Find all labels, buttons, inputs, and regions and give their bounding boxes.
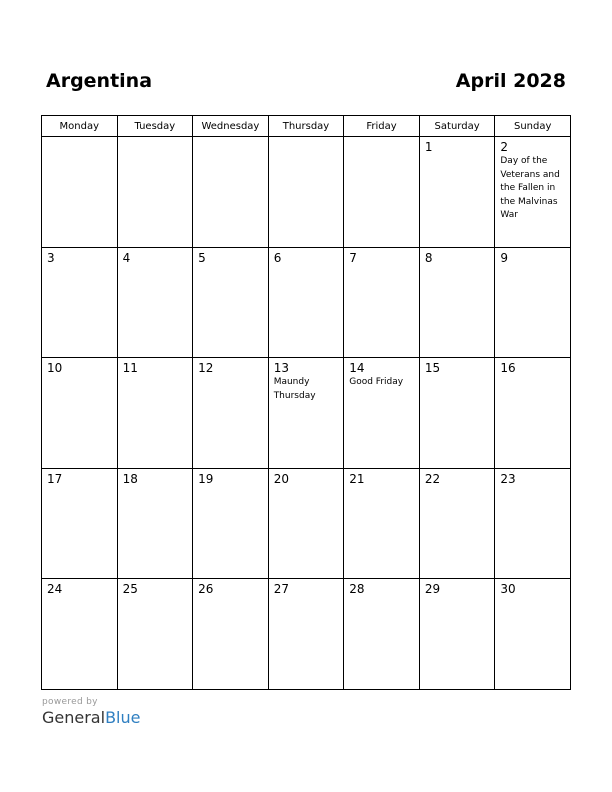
- day-cell: [344, 137, 420, 248]
- day-cell[interactable]: [42, 358, 118, 469]
- logo-blue-text: Blue: [105, 708, 141, 727]
- day-cell[interactable]: [419, 358, 495, 469]
- generalblue-logo[interactable]: [42, 708, 140, 727]
- day-number: 16: [500, 361, 516, 376]
- day-number: 10: [47, 361, 63, 376]
- weekday-header: Sunday: [495, 116, 571, 137]
- day-cell[interactable]: [268, 358, 344, 469]
- day-number: 6: [273, 250, 282, 265]
- day-number: 26: [198, 582, 214, 597]
- day-cell[interactable]: [344, 358, 420, 469]
- day-number: 15: [424, 361, 441, 376]
- day-cell[interactable]: [419, 468, 495, 579]
- day-number: 5: [198, 250, 206, 265]
- day-number: 7: [349, 250, 357, 265]
- day-number: 27: [273, 582, 289, 597]
- calendar-header: [41, 70, 571, 100]
- day-number: 12: [198, 361, 214, 376]
- weekday-header: Friday: [344, 116, 420, 137]
- week-row: [42, 579, 571, 690]
- day-cell[interactable]: [344, 247, 420, 358]
- day-number: 1: [424, 140, 433, 154]
- month-title: April 2028: [455, 70, 566, 92]
- day-cell[interactable]: [419, 247, 495, 358]
- day-number: 13: [273, 361, 289, 376]
- day-number: 22: [424, 471, 441, 486]
- day-number: 11: [122, 361, 138, 376]
- day-cell[interactable]: [495, 468, 571, 579]
- day-number: 30: [500, 582, 516, 597]
- day-cell[interactable]: [344, 579, 420, 690]
- day-cell[interactable]: [419, 579, 495, 690]
- week-row: [42, 137, 571, 248]
- day-cell[interactable]: [344, 468, 420, 579]
- weekday-header-row: [42, 116, 571, 137]
- day-cell[interactable]: [268, 468, 344, 579]
- day-number: 4: [122, 250, 131, 265]
- day-cell[interactable]: [42, 247, 118, 358]
- holiday-label: Good Friday: [349, 377, 404, 388]
- week-row: [42, 358, 571, 469]
- day-cell[interactable]: [117, 468, 193, 579]
- day-number: 9: [500, 250, 509, 265]
- weekday-header: Tuesday: [117, 116, 193, 137]
- day-cell[interactable]: [117, 579, 193, 690]
- day-number: 24: [47, 582, 63, 597]
- holiday-label: Day of the Veterans and the Fallen in the Malvinas War: [500, 156, 560, 220]
- day-cell: [268, 137, 344, 248]
- country-title: Argentina: [46, 70, 153, 92]
- day-number: 23: [500, 471, 516, 486]
- day-cell[interactable]: [117, 247, 193, 358]
- day-cell[interactable]: [495, 358, 571, 469]
- day-cell: [117, 137, 193, 248]
- day-number: 25: [122, 582, 138, 597]
- logo-general-text: General: [42, 708, 106, 727]
- weekday-header: Saturday: [419, 116, 495, 137]
- day-number: 20: [273, 471, 289, 486]
- day-number: 8: [424, 250, 433, 265]
- day-number: 2: [500, 140, 509, 154]
- day-cell[interactable]: [268, 247, 344, 358]
- day-cell[interactable]: [419, 137, 495, 248]
- weekday-header: Thursday: [268, 116, 344, 137]
- powered-by-label: powered by: [42, 697, 98, 707]
- day-cell[interactable]: [268, 579, 344, 690]
- weekday-header: Wednesday: [193, 116, 269, 137]
- footer-branding: [42, 697, 140, 727]
- weekday-header: Monday: [42, 116, 118, 137]
- day-cell[interactable]: [495, 247, 571, 358]
- day-cell[interactable]: [495, 137, 571, 248]
- day-cell[interactable]: [193, 358, 269, 469]
- calendar-grid: [41, 115, 571, 690]
- day-cell[interactable]: [42, 579, 118, 690]
- day-number: 29: [424, 582, 441, 597]
- day-number: 18: [122, 471, 138, 486]
- day-number: 14: [349, 361, 365, 376]
- day-cell[interactable]: [495, 579, 571, 690]
- holiday-label: Maundy Thursday: [273, 377, 316, 401]
- day-cell[interactable]: [117, 358, 193, 469]
- day-number: 21: [349, 471, 365, 486]
- day-cell[interactable]: [42, 468, 118, 579]
- day-number: 17: [47, 471, 63, 486]
- day-cell: [193, 137, 269, 248]
- day-number: 19: [198, 471, 214, 486]
- day-cell[interactable]: [193, 468, 269, 579]
- day-number: 28: [349, 582, 365, 597]
- day-cell[interactable]: [193, 579, 269, 690]
- day-cell[interactable]: [193, 247, 269, 358]
- week-row: [42, 247, 571, 358]
- day-cell: [42, 137, 118, 248]
- day-number: 3: [47, 250, 55, 265]
- week-row: [42, 468, 571, 579]
